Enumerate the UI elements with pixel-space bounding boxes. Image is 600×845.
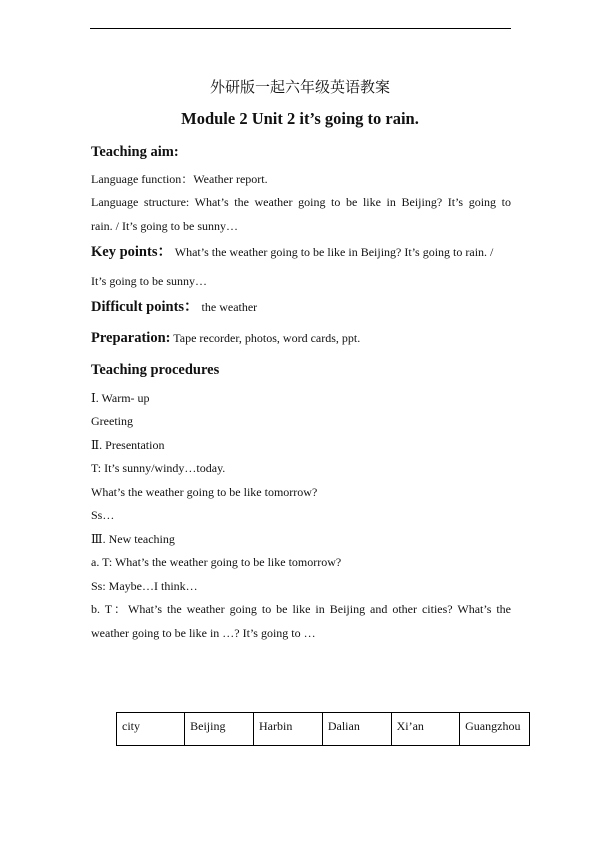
table-cell: Beijing (185, 713, 254, 746)
key-points-line-2: It’s going to be sunny… (91, 274, 207, 288)
document-title-english: Module 2 Unit 2 it’s going to rain. (181, 109, 419, 128)
procedure-line: Ⅱ. Presentation (91, 438, 165, 452)
procedure-line: Ss: Maybe…I think… (91, 579, 198, 593)
weather-city-table (116, 712, 530, 746)
header-rule (90, 28, 511, 29)
procedure-line: Ss… (91, 508, 115, 522)
teaching-aim-heading: Teaching aim: (91, 144, 179, 160)
preparation-text: Tape recorder, photos, word cards, ppt. (173, 331, 361, 345)
procedure-line: b. T：What’s the weather going to be like in Beijing and other cities? What’s the (91, 602, 511, 616)
table-cell: Harbin (254, 713, 323, 746)
table-cell: Guangzhou (460, 713, 530, 746)
procedure-line: a. T: What’s the weather going to be like tomorrow? (91, 555, 342, 569)
difficult-points-line (91, 299, 511, 315)
procedure-line: Ⅲ. New teaching (91, 532, 175, 546)
procedure-line: Greeting (91, 414, 133, 428)
table-cell: Xi’an (391, 713, 460, 746)
difficult-points-label: Difficult points： (91, 299, 199, 315)
procedure-line: T: It’s sunny/windy…today. (91, 461, 226, 475)
table-cell: Dalian (322, 713, 391, 746)
table-cell: city (117, 713, 185, 746)
teaching-procedures-heading: Teaching procedures (91, 362, 220, 378)
language-function-line: Language function：Weather report. (91, 172, 268, 186)
language-structure-line-1: Language structure: What’s the weather going to be like in Beijing? It’s going to (91, 195, 511, 209)
preparation-line (91, 330, 511, 346)
key-points-label: Key points： (91, 244, 172, 260)
procedure-line: Ⅰ. Warm- up (91, 391, 150, 405)
procedure-line: What’s the weather going to be like tomorrow? (91, 485, 318, 499)
language-structure-line-2: rain. / It’s going to be sunny… (91, 219, 238, 233)
procedure-line: weather going to be like in …? It’s going to … (91, 626, 316, 640)
key-points-text: What’s the weather going to be like in Beijing? It’s going to rain. / (174, 245, 494, 259)
difficult-points-text: the weather (201, 300, 258, 314)
key-points-line-1 (91, 244, 511, 260)
document-title-chinese: 外研版一起六年级英语教案 (209, 78, 390, 96)
table-row (117, 713, 530, 746)
preparation-label: Preparation: (91, 330, 171, 346)
